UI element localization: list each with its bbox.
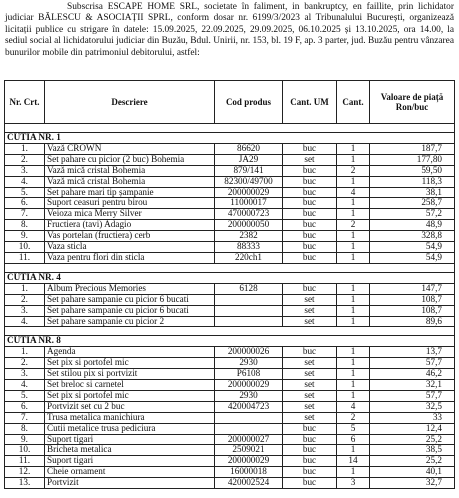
row-code: 16000018 xyxy=(215,467,283,478)
row-unit: buc xyxy=(283,252,337,263)
row-code xyxy=(215,412,283,423)
intro-paragraph: Subscrisa ESCAPE HOME SRL, societate în faliment, in bankruptcy, en faillite, prin lichidator judiciar BĂLESCU & ASOCIAȚII SPRL, conform dosar nr. 6199/3/2023 al Tribunalului București, organizează licitații publice cu strigare în datele: 15.09.2025, 22.09.2025, 29.09.2025, 06.10.2025 și 13.10.2025, ora 14.00, la sediul social al lichidatorului judiciar din Buzău, Bdul. Unirii, nr. 153, bl. 19 F, ap. 3 parter, jud. Buzău pentru vânzarea bunurilor mobile din patrimoniul debitorului, astfel: xyxy=(5,2,454,58)
header-quantity: Cant. xyxy=(337,81,370,124)
row-quantity: 2 xyxy=(337,220,370,231)
row-description: Album Precious Memories xyxy=(45,283,215,294)
row-number: 4. xyxy=(5,316,45,327)
row-unit: set xyxy=(283,358,337,369)
row-number: 8. xyxy=(5,220,45,231)
row-quantity: 1 xyxy=(337,198,370,209)
row-quantity: 4 xyxy=(337,401,370,412)
row-code: 11000017 xyxy=(215,198,283,209)
row-code xyxy=(215,305,283,316)
row-code: 2930 xyxy=(215,390,283,401)
row-quantity: 1 xyxy=(337,347,370,358)
table-row xyxy=(5,198,455,209)
row-description: Set pahare cu picior (2 buc) Bohemia xyxy=(45,154,215,165)
row-code: 2930 xyxy=(215,358,283,369)
spacer-cell xyxy=(5,124,455,133)
row-description: Set breloc si carnetel xyxy=(45,380,215,391)
spacer-cell xyxy=(5,327,455,336)
row-code: 88333 xyxy=(215,242,283,253)
row-code: 82300/49700 xyxy=(215,176,283,187)
row-number: 7. xyxy=(5,209,45,220)
row-unit: buc xyxy=(283,347,337,358)
row-description: Set pahare sampanie cu picior 6 bucati xyxy=(45,305,215,316)
row-number: 9. xyxy=(5,434,45,445)
row-description: Vază mică cristal Bohemia xyxy=(45,165,215,176)
row-number: 4. xyxy=(5,380,45,391)
row-code xyxy=(215,294,283,305)
row-description: Cutii metalice trusa pediciura xyxy=(45,423,215,434)
row-quantity: 1 xyxy=(337,467,370,478)
table-header-row xyxy=(5,81,455,124)
section-title: CUTIA NR. 4 xyxy=(5,272,455,283)
row-quantity: 1 xyxy=(337,369,370,380)
row-number: 4. xyxy=(5,176,45,187)
row-unit: buc xyxy=(283,220,337,231)
row-unit: buc xyxy=(283,467,337,478)
spacer-row xyxy=(5,263,455,272)
row-value: 54,9 xyxy=(370,252,455,263)
table-row xyxy=(5,252,455,263)
row-unit: buc xyxy=(283,423,337,434)
row-value: 59,50 xyxy=(370,165,455,176)
row-value: 25,2 xyxy=(370,434,455,445)
spacer-row xyxy=(5,124,455,133)
row-unit: buc xyxy=(283,242,337,253)
row-number: 6. xyxy=(5,198,45,209)
row-value: 48,9 xyxy=(370,220,455,231)
row-unit: buc xyxy=(283,165,337,176)
row-quantity: 1 xyxy=(337,242,370,253)
row-value: 13,7 xyxy=(370,347,455,358)
row-description: Set pahare mari tip șampanie xyxy=(45,187,215,198)
table-row xyxy=(5,445,455,456)
table-row xyxy=(5,369,455,380)
row-value: 32,1 xyxy=(370,380,455,391)
row-number: 11. xyxy=(5,252,45,263)
row-code: 420002524 xyxy=(215,478,283,489)
row-code xyxy=(215,423,283,434)
row-code: 2509021 xyxy=(215,445,283,456)
row-code: 86620 xyxy=(215,143,283,154)
row-quantity: 2 xyxy=(337,165,370,176)
row-quantity: 1 xyxy=(337,176,370,187)
spacer-cell xyxy=(5,263,455,272)
row-code: 200000029 xyxy=(215,380,283,391)
row-description: Suport ceasuri pentru birou xyxy=(45,198,215,209)
table-row xyxy=(5,294,455,305)
table-body xyxy=(5,124,455,489)
row-code: 200000026 xyxy=(215,347,283,358)
row-description: Set pix si portofel mic xyxy=(45,358,215,369)
row-quantity: 1 xyxy=(337,252,370,263)
row-description: Fructiera (tavi) Adagio xyxy=(45,220,215,231)
table-row xyxy=(5,390,455,401)
row-unit: set xyxy=(283,401,337,412)
row-number: 1. xyxy=(5,347,45,358)
row-quantity: 1 xyxy=(337,380,370,391)
table-row xyxy=(5,283,455,294)
row-value: 258,7 xyxy=(370,198,455,209)
row-value: 147,7 xyxy=(370,283,455,294)
row-number: 1. xyxy=(5,283,45,294)
row-quantity: 1 xyxy=(337,143,370,154)
section-title: CUTIA NR. 1 xyxy=(5,133,455,144)
row-quantity: 1 xyxy=(337,316,370,327)
row-code: 2382 xyxy=(215,231,283,242)
row-code: 220ch1 xyxy=(215,252,283,263)
table-row xyxy=(5,187,455,198)
row-unit: set xyxy=(283,390,337,401)
row-value: 38,1 xyxy=(370,187,455,198)
table-row xyxy=(5,220,455,231)
row-number: 5. xyxy=(5,390,45,401)
table-row xyxy=(5,412,455,423)
row-description: Agenda xyxy=(45,347,215,358)
table-row xyxy=(5,305,455,316)
row-quantity: 1 xyxy=(337,283,370,294)
row-code: JA29 xyxy=(215,154,283,165)
row-quantity: 1 xyxy=(337,305,370,316)
row-number: 2. xyxy=(5,294,45,305)
table-row xyxy=(5,242,455,253)
row-description: Vază mică cristal Bohemia xyxy=(45,176,215,187)
table-row xyxy=(5,423,455,434)
row-description: Suport tigari xyxy=(45,456,215,467)
table-row xyxy=(5,165,455,176)
row-value: 57,2 xyxy=(370,209,455,220)
row-description: Set pahare sampanie cu picior 2 xyxy=(45,316,215,327)
header-value: Valoare de piață Ron/buc xyxy=(370,81,455,124)
row-number: 13. xyxy=(5,478,45,489)
row-unit: buc xyxy=(283,283,337,294)
header-code: Cod produs xyxy=(215,81,283,124)
row-number: 3. xyxy=(5,369,45,380)
row-value: 46,2 xyxy=(370,369,455,380)
row-code xyxy=(215,316,283,327)
row-quantity: 1 xyxy=(337,209,370,220)
row-code: 420004723 xyxy=(215,401,283,412)
row-description: Set pix si portofel mic xyxy=(45,390,215,401)
row-description: Set stilou pix si portvizit xyxy=(45,369,215,380)
row-unit: buc xyxy=(283,478,337,489)
row-description: Vaza pentru flori din sticla xyxy=(45,252,215,263)
row-unit: set xyxy=(283,412,337,423)
row-code: 200000050 xyxy=(215,220,283,231)
row-quantity: 3 xyxy=(337,478,370,489)
row-value: 108,7 xyxy=(370,294,455,305)
row-value: 177,80 xyxy=(370,154,455,165)
table-row xyxy=(5,358,455,369)
row-code: 200000029 xyxy=(215,456,283,467)
row-number: 5. xyxy=(5,187,45,198)
row-unit: set xyxy=(283,294,337,305)
section-title-row xyxy=(5,336,455,347)
row-unit: buc xyxy=(283,176,337,187)
row-code: 470000723 xyxy=(215,209,283,220)
row-value: 187,7 xyxy=(370,143,455,154)
section-title-row xyxy=(5,272,455,283)
row-unit: buc xyxy=(283,445,337,456)
table-row xyxy=(5,316,455,327)
row-code: 200000029 xyxy=(215,187,283,198)
table-row xyxy=(5,434,455,445)
row-unit: buc xyxy=(283,456,337,467)
row-description: Trusa metalica manichiura xyxy=(45,412,215,423)
row-number: 2. xyxy=(5,358,45,369)
spacer-row xyxy=(5,327,455,336)
row-description: Portvizit set cu 2 buc xyxy=(45,401,215,412)
row-unit: set xyxy=(283,305,337,316)
row-description: Suport tigari xyxy=(45,434,215,445)
row-quantity: 6 xyxy=(337,434,370,445)
table-row xyxy=(5,154,455,165)
row-description: Portvizit xyxy=(45,478,215,489)
row-unit: buc xyxy=(283,187,337,198)
section-title: CUTIA NR. 8 xyxy=(5,336,455,347)
table-row xyxy=(5,231,455,242)
table-row xyxy=(5,401,455,412)
header-nr: Nr. Crt. xyxy=(5,81,45,124)
row-value: 328,8 xyxy=(370,231,455,242)
header-unit: Cant. UM xyxy=(283,81,337,124)
row-code: P6108 xyxy=(215,369,283,380)
row-number: 7. xyxy=(5,412,45,423)
row-number: 1. xyxy=(5,143,45,154)
row-value: 57,7 xyxy=(370,358,455,369)
row-quantity: 1 xyxy=(337,294,370,305)
assets-table xyxy=(4,80,455,489)
row-unit: set xyxy=(283,316,337,327)
row-number: 10. xyxy=(5,445,45,456)
table-row xyxy=(5,176,455,187)
row-number: 8. xyxy=(5,423,45,434)
row-number: 6. xyxy=(5,401,45,412)
table-row xyxy=(5,143,455,154)
row-code: 200000027 xyxy=(215,434,283,445)
row-number: 10. xyxy=(5,242,45,253)
row-value: 108,7 xyxy=(370,305,455,316)
row-unit: buc xyxy=(283,143,337,154)
table-row xyxy=(5,209,455,220)
row-value: 33 xyxy=(370,412,455,423)
row-value: 32,5 xyxy=(370,401,455,412)
row-quantity: 1 xyxy=(337,358,370,369)
row-unit: set xyxy=(283,154,337,165)
row-quantity: 1 xyxy=(337,231,370,242)
row-number: 2. xyxy=(5,154,45,165)
row-description: Veioza mica Merry Silver xyxy=(45,209,215,220)
row-description: Vază CROWN xyxy=(45,143,215,154)
row-quantity: 2 xyxy=(337,412,370,423)
row-unit: buc xyxy=(283,231,337,242)
row-value: 89,6 xyxy=(370,316,455,327)
row-value: 118,3 xyxy=(370,176,455,187)
table-row xyxy=(5,467,455,478)
row-value: 32,7 xyxy=(370,478,455,489)
row-description: Vaza sticla xyxy=(45,242,215,253)
row-quantity: 14 xyxy=(337,456,370,467)
row-code: 6128 xyxy=(215,283,283,294)
header-description: Descriere xyxy=(45,81,215,124)
row-number: 11. xyxy=(5,456,45,467)
row-number: 12. xyxy=(5,467,45,478)
row-code: 879/141 xyxy=(215,165,283,176)
row-description: Bricheta metalica xyxy=(45,445,215,456)
row-value: 25,2 xyxy=(370,456,455,467)
row-number: 3. xyxy=(5,165,45,176)
row-value: 57,7 xyxy=(370,390,455,401)
row-unit: buc xyxy=(283,198,337,209)
row-value: 54,9 xyxy=(370,242,455,253)
table-row xyxy=(5,456,455,467)
table-row xyxy=(5,347,455,358)
row-quantity: 4 xyxy=(337,187,370,198)
row-number: 3. xyxy=(5,305,45,316)
row-value: 12,4 xyxy=(370,423,455,434)
row-quantity: 1 xyxy=(337,445,370,456)
table-row xyxy=(5,380,455,391)
table-row xyxy=(5,478,455,489)
row-unit: set xyxy=(283,380,337,391)
row-description: Cheie ornament xyxy=(45,467,215,478)
row-description: Vas portelan (fructiera) cerb xyxy=(45,231,215,242)
row-value: 40,1 xyxy=(370,467,455,478)
row-unit: set xyxy=(283,369,337,380)
row-quantity: 1 xyxy=(337,154,370,165)
row-unit: buc xyxy=(283,434,337,445)
section-title-row xyxy=(5,133,455,144)
row-number: 9. xyxy=(5,231,45,242)
row-quantity: 1 xyxy=(337,390,370,401)
row-value: 38,5 xyxy=(370,445,455,456)
row-unit: buc xyxy=(283,209,337,220)
row-description: Set pahare sampanie cu picior 6 bucati xyxy=(45,294,215,305)
row-quantity: 5 xyxy=(337,423,370,434)
